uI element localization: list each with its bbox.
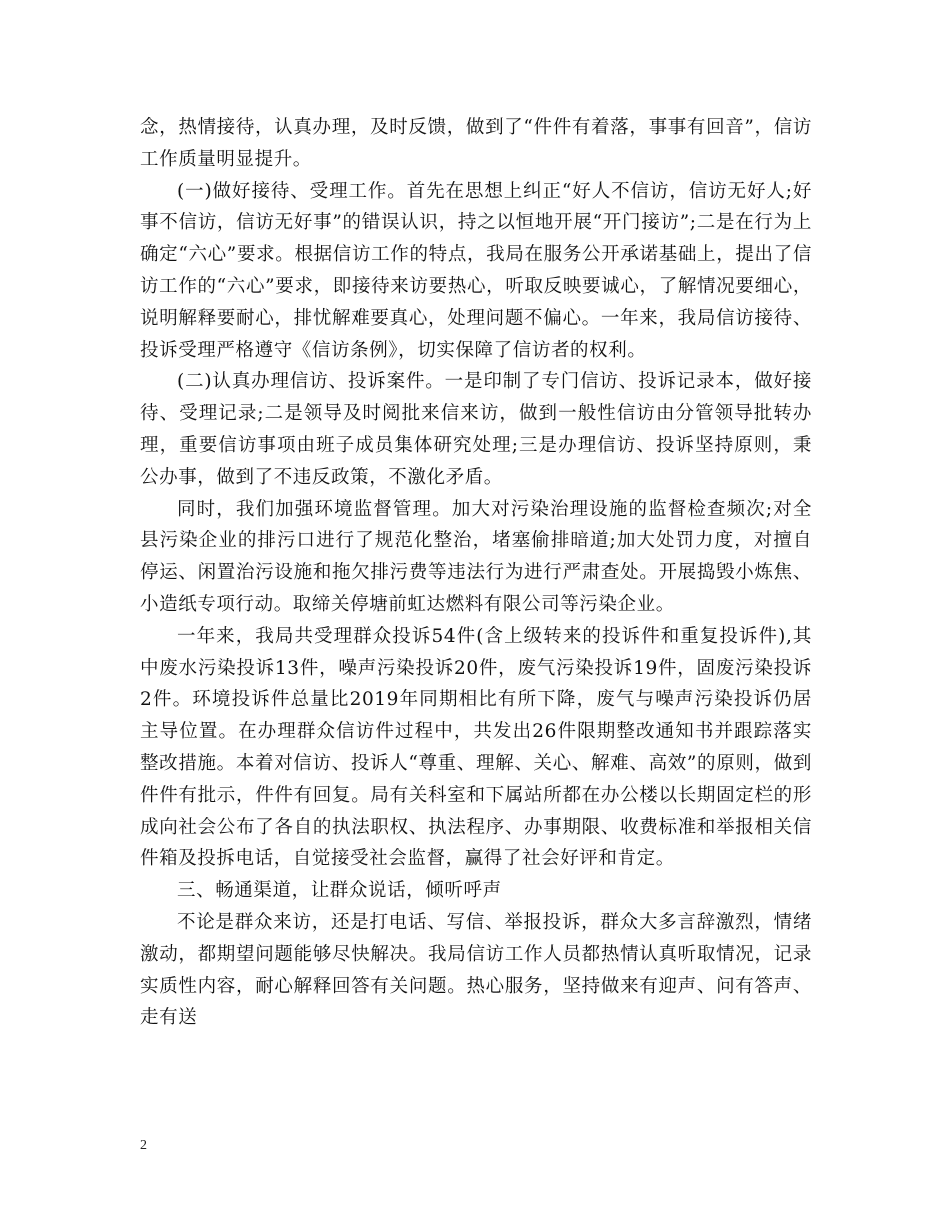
paragraph: 不论是群众来访，还是打电话、写信、举报投诉，群众大多言辞激烈，情绪激动，都期望问题能够尽快解决。我局信访工作人员都热情认真听取情况，记录实质性内容，耐心解释回答有关问题。热心服务，坚持做来有迎声、问有答声、走有送 bbox=[140, 911, 812, 1029]
section-heading: 三、畅通渠道，让群众说话，倾听呼声 bbox=[177, 880, 502, 902]
paragraph: (二)认真办理信访、投诉案件。一是印制了专门信访、投诉记录本，做好接待、受理记录;二是领导及时阅批来信来访，做到一般性信访由分管领导批转办理，重要信访事项由班子成员集体研究处理;三是办理信访、投诉坚持原则，秉公办事，做到了不违反政策，不激化矛盾。 bbox=[140, 371, 812, 488]
paragraph: 念，热情接待，认真办理，及时反馈，做到了“件件有着落，事事有回音”，信访工作质量明显提升。 bbox=[140, 117, 812, 170]
paragraph: 同时，我们加强环境监督管理。加大对污染治理设施的监督检查频次;对全县污染企业的排污口进行了规范化整治，堵塞偷排暗道;加大处罚力度，对擅自停运、闲置治污设施和拖欠排污费等违法行为进行严肃查处。开展捣毁小炼焦、小造纸专项行动。取缔关停塘前虹达燃料有限公司等污染企业。 bbox=[140, 498, 812, 615]
paragraph: (一)做好接待、受理工作。首先在思想上纠正“好人不信访，信访无好人;好事不信访，信访无好事”的错误认识，持之以恒地开展“开门接访”;二是在行为上确定“六心”要求。根据信访工作的特点，我局在服务公开承诺基础上，提出了信访工作的“六心”要求，即接待来访要热心，听取反映要诚心，了解情况要细心，说明解释要耐心，排忧解难要真心，处理问题不偏心。一年来，我局信访接待、投诉受理严格遵守《信访条例》，切实保障了信访者的权利。 bbox=[140, 180, 812, 361]
document-body bbox=[140, 112, 812, 1034]
paragraph: 一年来，我局共受理群众投诉54件(含上级转来的投诉件和重复投诉件),其中废水污染投诉13件，噪声污染投诉20件，废气污染投诉19件，固废污染投诉 2件。环境投诉件总量比2019年同期相比有所下降，废气与噪声污染投诉仍居主导位置。在办理群众信访件过程中，共发出26件限期整改通知书并跟踪落实整改措施。本着对信访、投诉人“尊重、理解、关心、解难、高效”的原则，做到件件有批示，件件有回复。局有关科室和下属站所都在办公楼以长期固定栏的形成向社会公布了各自的执法职权、执法程序、办事期限、收费标准和举报相关信件箱及投拆电话，自觉接受社会监督，赢得了社会好评和肯定。 bbox=[140, 625, 812, 870]
page-number: 2 bbox=[140, 1138, 147, 1153]
